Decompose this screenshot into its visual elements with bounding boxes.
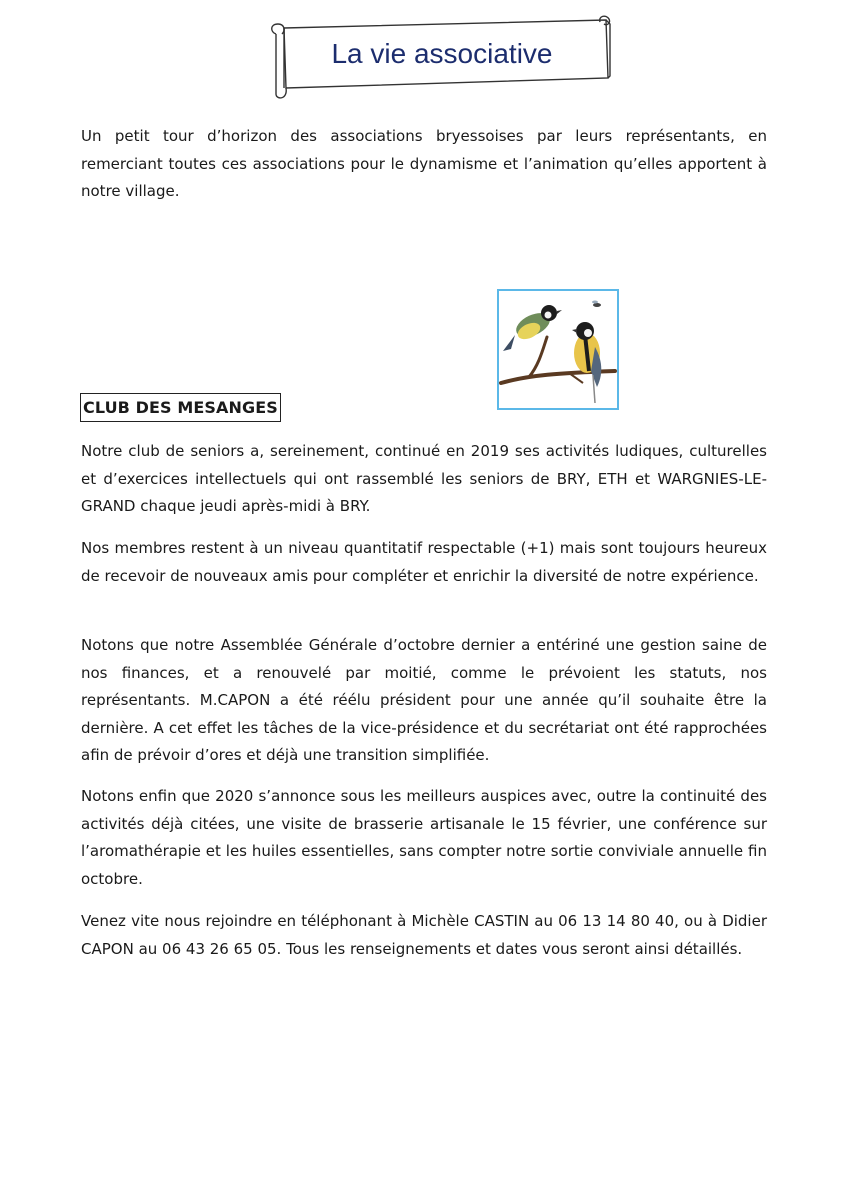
- page-title: La vie associative: [331, 38, 553, 69]
- club-paragraph-2: Nos membres restent à un niveau quantitatif respectable (+1) mais sont toujours heureux de recevoir de nouveaux amis pour compléter et enrichir la diversité de notre expérience.: [81, 539, 767, 585]
- club-paragraph-3: Notons que notre Assemblée Générale d’octobre dernier a entériné une gestion saine de nos finances, et a renouvelé par moitié, comme le prévoient les statuts, nos représentants. M.CAPON a été réélu président pour une année qu’il souhaite être la dernière. A cet effet les tâches de la vice-présidence et du secrétariat ont été rapprochées afin de prévoir d’ores et déjà une transition simplifiée.: [81, 636, 767, 764]
- club-paragraph-5: Venez vite nous rejoindre en téléphonant à Michèle CASTIN au 06 13 14 80 40, ou à Didier CAPON au 06 43 26 65 05. Tous les renseignements et dates vous seront ainsi détaillés.: [81, 912, 767, 958]
- club-paragraph-1: Notre club de seniors a, sereinement, continué en 2019 ses activités ludiques, culturelles et d’exercices intellectuels qui ont rassemblé les seniors de BRY, ETH et WARGNIES-LE-GRAND chaque jeudi après-midi à BRY.: [81, 442, 767, 515]
- club-paragraph-4: Notons enfin que 2020 s’annonce sous les meilleurs auspices avec, outre la continuité des activités déjà citées, une visite de brasserie artisanale le 15 février, une conférence sur l’aromathérapie et les huiles essentielles, sans compter notre sortie conviviale annuelle fin octobre.: [81, 787, 767, 888]
- two-great-tits-icon: [499, 291, 617, 408]
- bird-illustration: [497, 289, 619, 410]
- intro-paragraph: Un petit tour d’horizon des associations bryessoises par leurs représentants, en remerciant toutes ces associations pour le dynamisme et l’animation qu’elles apportent à notre village.: [81, 127, 767, 200]
- club-heading: CLUB DES MESANGES: [80, 393, 281, 422]
